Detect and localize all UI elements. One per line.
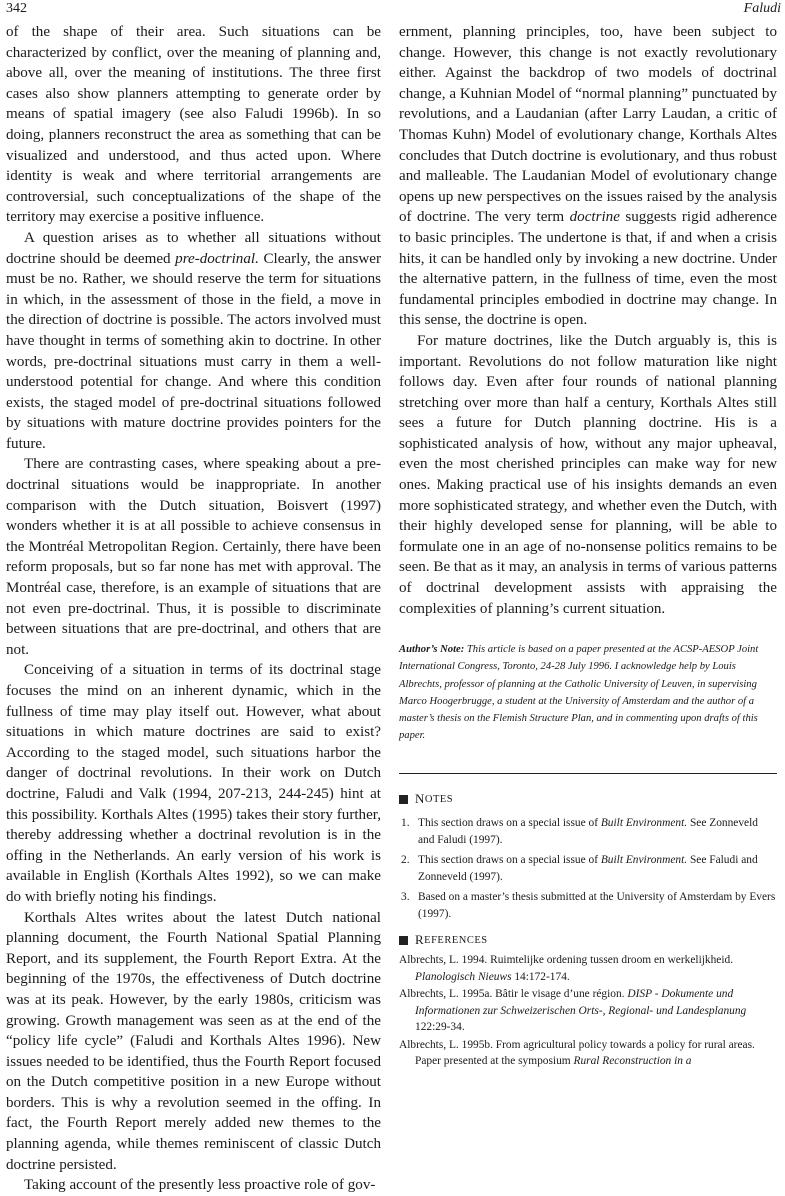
note-item xyxy=(399,852,777,885)
note-text: Based on a master’s thesis submitted at the University of Amsterdam by Evers (1997). xyxy=(418,891,776,920)
notes-heading xyxy=(399,791,777,807)
left-column xyxy=(6,22,381,1196)
right-column-paragraph: For mature doctrines, like the Dutch arguably is, this is important. Revolutions do not follow maturation like night follows day. Even after four rounds of national planning stretching over more than half a century, Korthals Altes still sees a future for Dutch planning doctrine. His is a sophisticated analysis of how, without any major upheaval, even the most cherished principles can make way for new ones. Making practical use of his insights demands an even more sophisticated strategy, and whether even the Dutch, with their highly developed sense for planning, will be able to formulate one in an age of no-nonsense politics remains to be seen. Be that as it may, an analysis in terms of various patterns of doctrinal development assists with appraising the complexities of planning’s current situation. xyxy=(399,332,777,617)
square-bullet-icon xyxy=(399,936,408,945)
left-column-paragraph: Korthals Altes writes about the latest Dutch national planning document, the Fourth National Spatial Planning Report, and its supplement, the Fourth Report Extra. At the beginning of the 1970s, the effectiveness of Dutch doctrine was at its peak. However, by the early 1980s, criticism was growing. Growth management was seen as at the end of the “policy life cycle” (Faludi and Korthals Altes 1996). New issues needed to be identified, thus the Fourth Report focused on the Dutch competitive position in a new Europe without borders. This is why a revolution seemed in the offing. In fact, the Fourth Report merely added new themes to the planning agenda, while themes reminiscent of classic Dutch doctrine persisted. xyxy=(6,909,381,1173)
running-head: Faludi xyxy=(743,1,781,16)
reference-item: Albrechts, L. 1995a. Bâtir le visage d’une région. DISP - Dokumente und Informationen zur Schweizerischen Orts-, Regional- und Landesplanung 122:29-34. xyxy=(399,988,747,1034)
left-column-paragraph: There are contrasting cases, where speaking about a pre-doctrinal situations would be inappropriate. In another comparison with the Dutch situation, Boisvert (1997) wonders whether it is at all possible to achieve consensus in the Montréal Metropolitan Region. Certainly, there have been reform proposals, but so far none has met with approval. The Montréal case, therefore, is an example of situations that are not even pre-doctrinal. Thus, it is possible to discriminate between situations that are pre-doctrinal, and others that are not. xyxy=(6,456,381,658)
notes-heading-rest: OTES xyxy=(424,793,454,805)
page-header xyxy=(0,0,785,22)
left-column-paragraph: of the shape of their area. Such situations can be characterized by conflict, over the meaning of planning and, above all, over the meaning of institutions. The three first cases also show planners attempting to generate order by means of spatial imagery (see also Faludi 1996b). In so doing, planners reconstruct the area as something that can be visualized and understood, and thus acted upon. Where identity is weak and where territorial arrangements are controversial, such conceptualizations of the shape of the territory may exercise a positive influence. xyxy=(6,24,381,226)
right-column xyxy=(399,22,777,1071)
notes-heading-initial: N xyxy=(415,791,425,807)
left-column-paragraph: A question arises as to whether all situations without doctrine should be deemed pre-doctrinal. Clearly, the answer must be no. Rather, we should reserve the term for situations in which, in the assessment of those in the field, a move in the direction of doctrine is possible. The actors involved must have thought in terms of something akin to doctrine. In other words, pre-doctrinal situations must carry in them a well-understood potential for change. And where this condition exists, the staged model of pre-doctrinal situations followed by situations with mature doctrine provides pointers for the future. xyxy=(6,229,381,452)
note-text: This section draws on a special issue of Built Environment. See Zonneveld and Faludi (1997). xyxy=(418,817,758,846)
square-bullet-icon xyxy=(399,795,408,804)
authors-note-label: Author’s Note: xyxy=(399,644,465,656)
reference-item: Albrechts, L. 1995b. From agricultural policy towards a policy for rural areas. Paper presented at the symposium Rural Reconstruction in a xyxy=(399,1038,755,1068)
right-column-body xyxy=(399,22,777,619)
note-text: This section draws on a special issue of Built Environment. See Faludi and Zonneveld (1997). xyxy=(418,854,758,883)
notes-list xyxy=(399,815,777,922)
page-number: 342 xyxy=(6,1,27,16)
right-column-paragraph: ernment, planning principles, too, have been subject to change. However, this change is not exactly revolutionary either. Against the backdrop of two models of doctrinal change, a Kuhnian Model of “normal planning” punctuated by revolutions, and a Laudanian (after Larry Laudan, a critic of Thomas Kuhn) Model of evolutionary change, Korthals Altes concludes that Dutch doctrine is evolutionary, and thus robust and malleable. The Laudanian Model of evolutionary change opens up new perspectives on the issues raised by the analysis of doctrine. The very term doctrine suggests rigid adherence to basic principles. The undertone is that, if and when a crisis hits, it can be handled only by invoking a new doctrine. Under the alternative pattern, in the fullness of time, even the most fundamental principles embodied in doctrine may change. In this sense, the doctrine is open. xyxy=(399,24,777,329)
section-divider xyxy=(399,773,777,774)
note-number: 2. xyxy=(401,854,410,867)
reference-item: Albrechts, L. 1994. Ruimtelijke ordening tussen droom en werkelijkheid. Planologisch Nieuws 14:172-174. xyxy=(399,954,734,983)
left-column-paragraph: Conceiving of a situation in terms of its doctrinal stage focuses the mind on an inherent dynamic, which in the fullness of time may play itself out. However, what about situations in which mature doctrines are said to exist? According to the staged model, such situations harbor the danger of doctrinal revolutions. In their work on Dutch doctrine, Faludi and Valk (1994, 207-213, 244-245) hint at this possibility. Korthals Altes (1995) takes their story further, thereby addressing whether a doctrinal revolution is in the offing in the Netherlands. An early version of his work is available in English (Korthals Altes 1992), so we can make do with briefly noting his findings. xyxy=(6,662,381,905)
authors-note-text: This article is based on a paper presented at the ACSP-AESOP Joint International Congress, Toronto, 24-28 July 1996. I acknowledge help by Louis Albrechts, professor of planning at the Catholic University of Leuven, in supervising Marco Hoogerbrugge, a student at the University of Amsterdam and the author of a master’s thesis on the Flemish Structure Plan, and in commenting upon drafts of this paper. xyxy=(399,644,759,742)
references-list xyxy=(399,952,777,1070)
note-number: 3. xyxy=(401,891,410,904)
note-item xyxy=(399,889,777,922)
references-heading-initial: R xyxy=(415,932,425,948)
left-column-paragraph: Taking account of the presently less proactive role of gov- xyxy=(24,1177,376,1194)
note-number: 1. xyxy=(401,817,410,830)
authors-note xyxy=(399,641,777,744)
note-item xyxy=(399,815,777,848)
references-heading-rest: EFERENCES xyxy=(424,934,488,946)
references-heading xyxy=(399,932,777,948)
